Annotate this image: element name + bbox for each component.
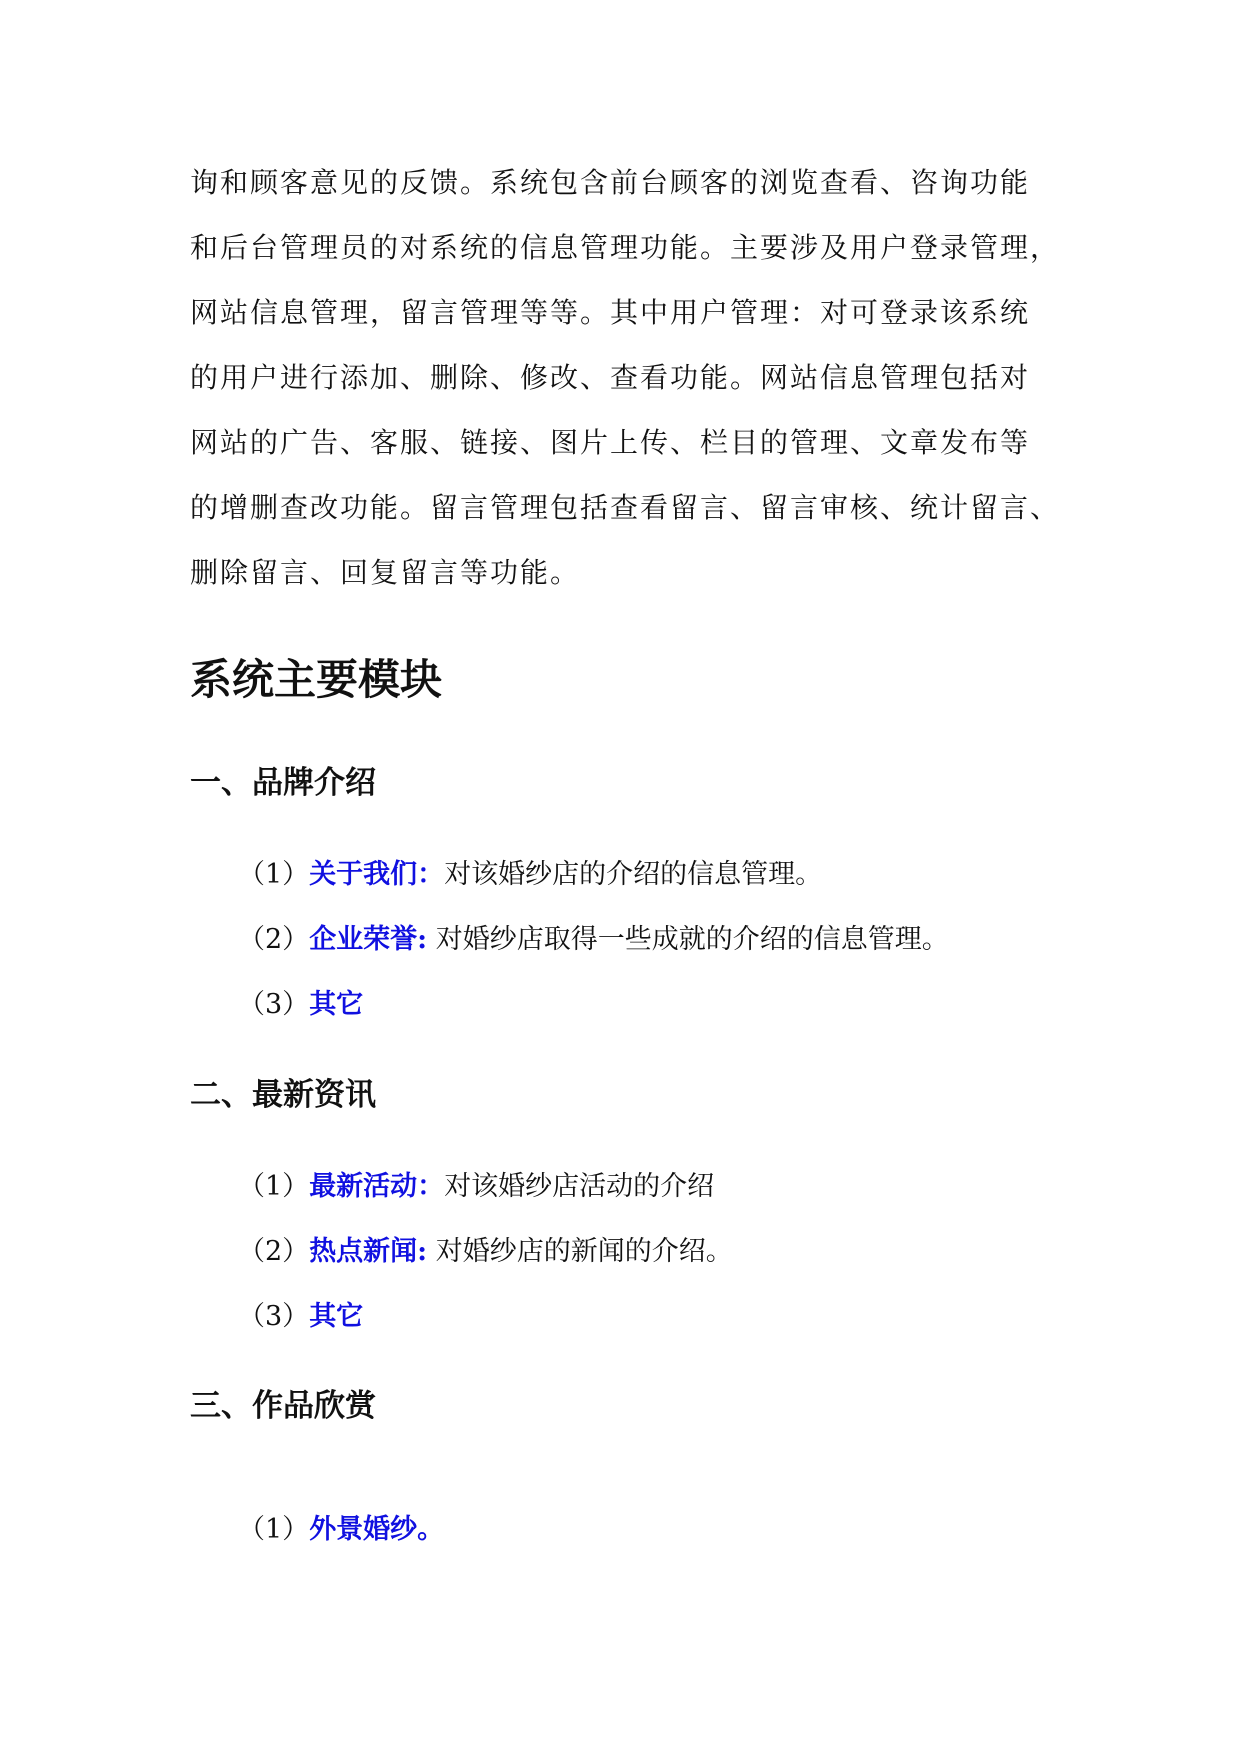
item-term: 最新活动：: [309, 1171, 445, 1202]
list-item: [238, 1230, 733, 1274]
paragraph-line: 询和顾客意见的反馈。系统包含前台顾客的浏览查看、咨询功能: [190, 166, 1031, 199]
item-term: 其它: [309, 1301, 364, 1332]
item-number: （3）: [238, 989, 310, 1020]
item-term: 热点新闻:: [309, 1236, 428, 1267]
list-item: [238, 853, 822, 897]
list-item: [238, 1295, 363, 1339]
paragraph-line: 网站的广告、客服、链接、图片上传、栏目的管理、文章发布等: [190, 426, 1031, 459]
list-item: [238, 983, 363, 1027]
page-title: 系统主要模块: [190, 655, 443, 704]
item-description: 对该婚纱店活动的介绍: [444, 1171, 715, 1202]
item-number: （2）: [238, 924, 310, 955]
paragraph-line: 删除留言、回复留言等功能。: [190, 556, 581, 589]
item-term: 关于我们：: [309, 859, 445, 890]
item-term: 外景婚纱。: [309, 1514, 445, 1545]
item-description: 对婚纱店取得一些成就的介绍的信息管理。: [427, 924, 949, 955]
intro-paragraph: [190, 150, 1060, 605]
item-description: 对该婚纱店的介绍的信息管理。: [444, 859, 823, 890]
item-term: 企业荣誉:: [309, 924, 428, 955]
item-number: （3）: [238, 1301, 310, 1332]
paragraph-line: 的用户进行添加、删除、修改、查看功能。网站信息管理包括对: [190, 361, 1031, 394]
item-number: （2）: [238, 1236, 310, 1267]
item-term: 其它: [309, 989, 364, 1020]
section-heading-works: 三、作品欣赏: [190, 1388, 376, 1424]
list-item: [238, 1165, 714, 1209]
item-description: 对婚纱店的新闻的介绍。: [427, 1236, 733, 1267]
item-number: （1）: [238, 1171, 310, 1202]
paragraph-line: 的增删查改功能。留言管理包括查看留言、留言审核、统计留言、: [190, 491, 1061, 524]
paragraph-line: 网站信息管理，留言管理等等。其中用户管理：对可登录该系统: [190, 296, 1031, 329]
item-number: （1）: [238, 859, 310, 890]
item-number: （1）: [238, 1514, 310, 1545]
list-item: [238, 918, 949, 962]
section-heading-brand: 一、品牌介绍: [190, 765, 376, 801]
list-item: [238, 1508, 444, 1552]
section-heading-news: 二、最新资讯: [190, 1077, 376, 1113]
paragraph-line: 和后台管理员的对系统的信息管理功能。主要涉及用户登录管理，: [190, 231, 1061, 264]
